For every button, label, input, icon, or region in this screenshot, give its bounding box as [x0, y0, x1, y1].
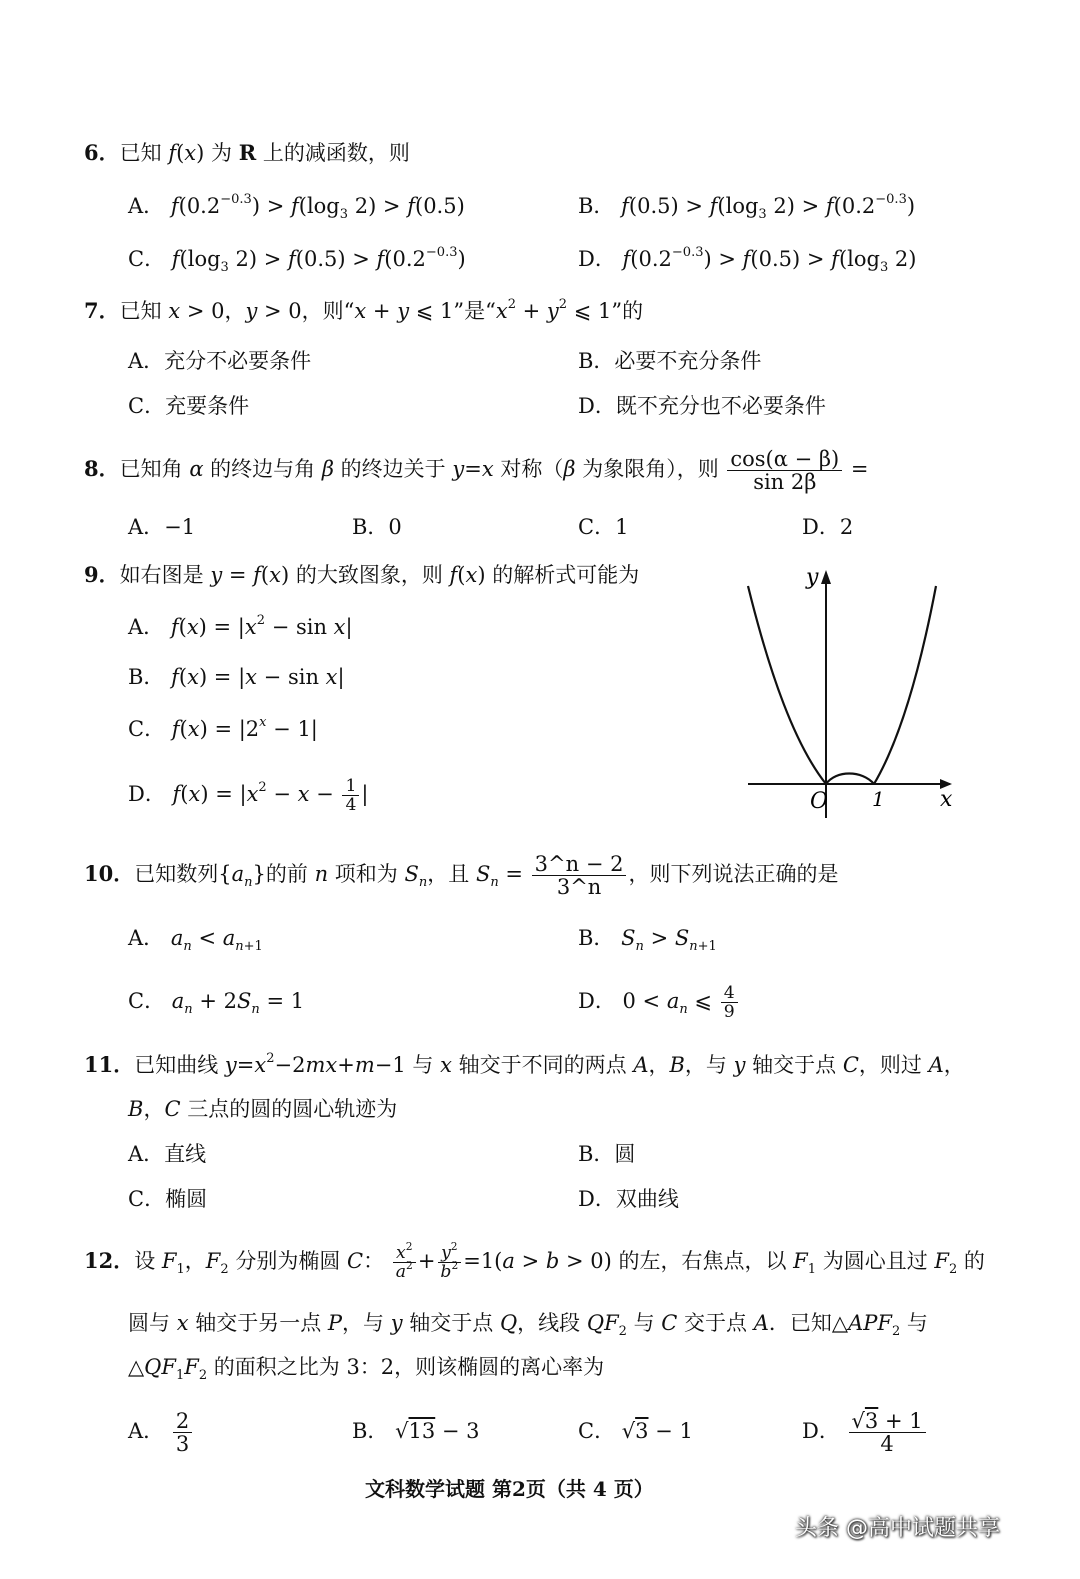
q6-option-b: B． $f(0.5) > f(\log_3$ $2) > f(0.2^{-0.3})$: [578, 192, 916, 223]
q11-line2: B，C 三点的圆的圆心轨迹为: [128, 1097, 398, 1121]
tick-label-1: 1: [872, 787, 885, 811]
q12-line2: 圆与 x 轴交于另一点 P，与 y 轴交于点 Q，线段 $QF_2$ 与 C 交于点 A．已知$\triangle APF_2$ 与: [128, 1311, 928, 1340]
q6-stem: 6．已知 f(x) 为 R 上的减函数，则: [84, 140, 410, 165]
q12-line1: 12．设 $F_1$，$F_2$ 分别为椭圆 C： $\frac{x^2}{a^2}$ + $\frac{y^2}{b^2}$ =1(a > b > 0) 的左，右焦点，以 $F_1$ 为圆心且过 $F_2$ 的: [84, 1239, 985, 1282]
q8-option-a: A．−1: [128, 515, 196, 539]
q12-option-c: C． √3 − 1: [578, 1419, 693, 1443]
q10-fraction: $\frac{3\^{}n - 2}{3\^{}n}$: [532, 853, 627, 898]
q6-option-a: A． $f(0.2^{-0.3}) > f(\log_3$ 2) > f(0.5): [128, 192, 465, 223]
q7-option-c: C．充要条件: [128, 394, 250, 418]
q8-option-d: D．2: [802, 515, 854, 539]
q11-option-c: C．椭圆: [128, 1187, 208, 1211]
curve-right-branch: [874, 586, 936, 784]
q7-option-a: A．充分不必要条件: [128, 349, 312, 373]
curve-left-branch: [748, 586, 826, 784]
q11-option-b: B．圆: [578, 1142, 636, 1166]
q10-stem: 10．已知数列$\{a_n\}$的前 n 项和为 $S_n$，且 $S_n$ = $\frac{3\^{}n - 2}{3\^{}n}$ ，则下列说法正确的是: [84, 851, 839, 899]
y-axis-arrow: [821, 570, 831, 584]
q12-line3: $\triangle QF_1F_2$ 的面积之比为 3：2，则该椭圆的离心率为: [128, 1355, 605, 1384]
q9-option-a: A． $f(x) = |x^2 - \sin x|$: [128, 613, 353, 639]
q8-option-c: C．1: [578, 515, 629, 539]
q10-option-c: C． $a_n + 2S_n = 1$: [128, 989, 305, 1018]
y-axis-label: y: [806, 565, 819, 590]
watermark: 头条 @高中试题共享: [795, 1516, 1000, 1541]
q11-option-a: A．直线: [128, 1142, 207, 1166]
q11-line1: 11．已知曲线 $y=x^2-2mx+m-1$ 与 x 轴交于不同的两点 A，B，与 y 轴交于点 C，则过 A，: [84, 1051, 965, 1077]
q7-option-d: D．既不充分也不必要条件: [578, 394, 826, 418]
q11-option-d: D．双曲线: [578, 1187, 679, 1211]
q9-stem: 9．如右图是 y = f(x) 的大致图象，则 f(x) 的解析式可能为: [84, 562, 640, 587]
page-footer: 文科数学试题 第2页（共 4 页）: [365, 1477, 654, 1501]
q7-stem: 7．已知 x > 0，y > 0，则“x + y ⩽ 1”是“$x^2 + y^2$ ⩽ 1”的: [84, 297, 644, 323]
x-axis-label: x: [940, 787, 953, 812]
q12-option-d: D． $\frac{√3 + 1}{4}$: [802, 1404, 928, 1458]
origin-label: O: [810, 789, 829, 814]
q10-option-a: A． $a_n < a_{n+1}$: [128, 926, 263, 955]
q9-option-b: B． f(x) = |x − sin x|: [128, 665, 345, 689]
q6-option-d: D． $f(0.2^{-0.3}) > f(0.5) > f(\log_3$ 2): [578, 245, 917, 276]
q8-stem: 8．已知角 α 的终边与角 β 的终边关于 y=x 对称（β 为象限角），则 $\frac{\cos(\alpha - \beta)}{\sin 2\beta}$ =: [84, 446, 869, 494]
q6-option-c: C． $f(\log_3$ $2) > f(0.5) > f(0.2^{-0.3})$: [128, 245, 466, 276]
q9-option-d: D． $f(x) = |x^2 - x$ − $\frac{1}{4}$ |: [128, 775, 369, 815]
q12-option-a: A． $\frac{2}{3}$: [128, 1404, 194, 1458]
curve-hump: [826, 774, 874, 785]
q8-fraction: $\frac{\cos(\alpha - \beta)}{\sin 2\beta}$: [727, 448, 842, 493]
q9-graph: [740, 560, 960, 825]
q10-option-b: B． $S_n > S_{n+1}$: [578, 926, 717, 955]
q7-option-b: B．必要不充分条件: [578, 349, 762, 373]
q8-option-b: B．0: [352, 515, 402, 539]
q10-option-d: D． $0 < a_n$ ⩽ $\frac{4}{9}$: [578, 976, 740, 1026]
q9-option-c: C． $f(x) = |2^x - 1|$: [128, 715, 318, 741]
q12-option-b: B． √13 − 3: [352, 1419, 480, 1443]
